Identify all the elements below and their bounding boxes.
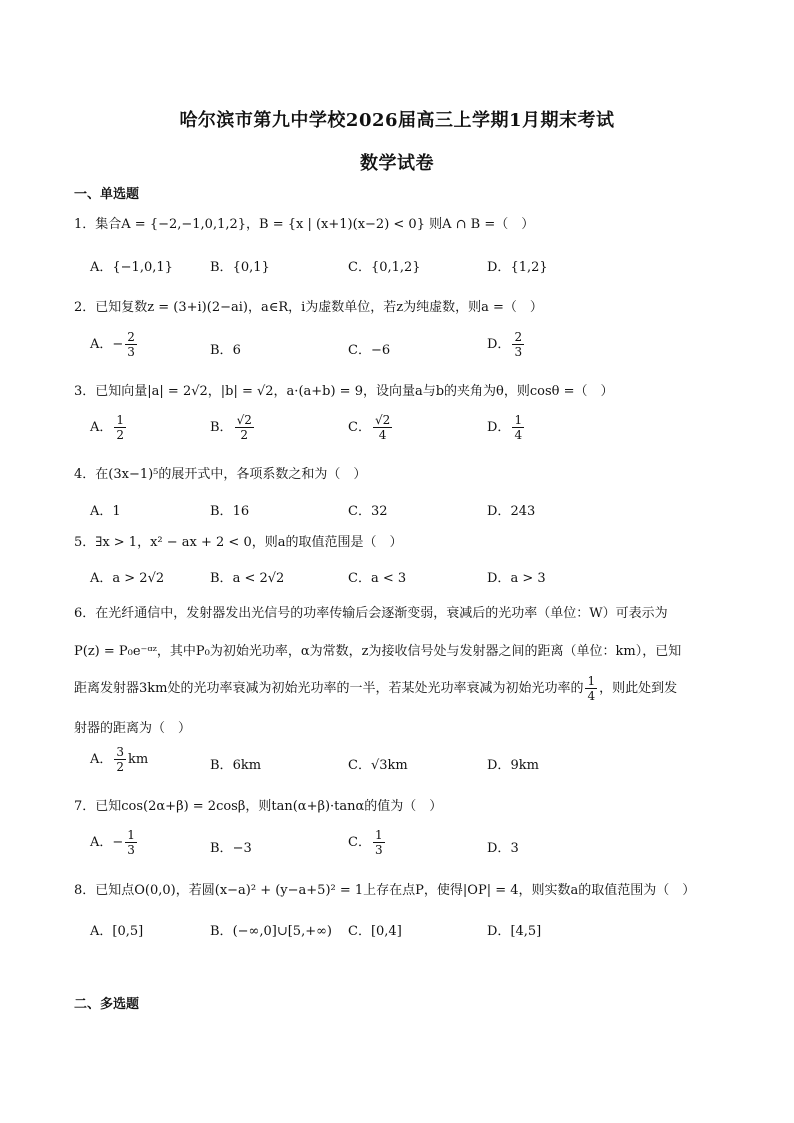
q5-option-c: C．a < 3: [348, 571, 407, 586]
question-4-stem: 4．在(3x−1)⁵的展开式中，各项系数之和为（ ）: [74, 467, 367, 482]
section-single-choice: 一、单选题: [74, 187, 140, 202]
q1-option-a: A．{−1,0,1}: [90, 260, 173, 275]
q3-option-a: A． $\frac{1}{2}$: [90, 413, 125, 442]
q1-option-d: D．{1,2}: [487, 260, 548, 275]
fraction: $\frac{2}{3}$: [514, 330, 523, 359]
q5-option-a: A．a > 2√2: [90, 571, 165, 586]
question-7-stem: 7．已知cos(2α+β) = 2cosβ，则tan(α+β)·tanα的值为（ ）: [74, 799, 443, 814]
q7-option-b: B．−3: [210, 841, 252, 856]
q8-option-c: C．[0,4]: [348, 924, 402, 939]
q1-option-b: B．{0,1}: [210, 260, 270, 275]
question-5-stem: 5．∃x > 1，x² − ax + 2 < 0，则a的取值范围是（ ）: [74, 535, 403, 550]
q4-option-a: A．1: [90, 504, 121, 519]
q4-option-d: D．243: [487, 504, 536, 519]
q7-option-a: A．− $\frac{1}{3}$: [90, 828, 135, 857]
q7-option-d: D．3: [487, 841, 519, 856]
fraction: $\frac{1}{2}$: [116, 413, 125, 442]
question-8-stem: 8．已知点O(0,0)，若圆(x−a)² + (y−a+5)² = 1上存在点P，使得|OP| = 4，则实数a的取值范围为（ ）: [74, 883, 696, 898]
fraction: $\frac{1}{3}$: [374, 828, 383, 857]
q2-option-a: A．− $\frac{2}{3}$: [90, 330, 135, 359]
fraction: $\frac{√2}{2}$: [236, 413, 252, 442]
q5-option-b: B．a < 2√2: [210, 571, 285, 586]
question-1-stem: 1．集合A = {−2,−1,0,1,2}，B = {x | (x+1)(x−2) < 0} 则A ∩ B =（ ）: [74, 217, 535, 232]
exam-subtitle: 数学试卷: [360, 153, 434, 174]
q1-option-c: C．{0,1,2}: [348, 260, 421, 275]
exam-title: 哈尔滨市第九中学校2026届高三上学期1月期末考试: [179, 110, 615, 131]
q4-option-c: C．32: [348, 504, 388, 519]
question-6-line-1: 6．在光纤通信中，发射器发出光信号的功率传输后会逐渐变弱，衰减后的光功率（单位：W）可表示为: [74, 606, 668, 621]
fraction: $\frac{√2}{4}$: [374, 413, 391, 442]
fraction: $\frac{1}{4}$: [587, 674, 596, 703]
q6-option-a: A． $\frac{3}{2}$ km: [90, 745, 149, 774]
q5-option-d: D．a > 3: [487, 571, 546, 586]
question-6-line-3: 距离发射器3km处的光功率衰减为初始光功率的一半，若某处光功率衰减为初始光功率的 $\frac{1}{4}$ ，则此处到发: [74, 674, 678, 703]
q7-option-c: C． $\frac{1}{3}$: [348, 828, 383, 857]
q6-option-d: D．9km: [487, 758, 539, 773]
q6-option-c: C．√3km: [348, 758, 408, 773]
fraction: $\frac{1}{4}$: [514, 413, 523, 442]
question-3-stem: 3．已知向量|a| = 2√2，|b| = √2，a·(a+b) = 9，设向量a与b的夹角为θ，则cosθ =（ ）: [74, 384, 614, 399]
q3-option-c: C． $\frac{√2}{4}$: [348, 413, 391, 442]
section-multiple-choice: 二、多选题: [74, 997, 140, 1012]
question-6-line-4: 射器的距离为（ ）: [74, 721, 192, 736]
q8-option-a: A．[0,5]: [90, 924, 144, 939]
q6-option-b: B．6km: [210, 758, 262, 773]
q2-option-d: D． $\frac{2}{3}$: [487, 330, 523, 359]
question-6-line-2: P(z) = P₀e⁻ᵅᶻ，其中P₀为初始光功率，α为常数，z为接收信号处与发射器之间的距离（单位：km），已知: [74, 644, 682, 659]
q3-option-d: D． $\frac{1}{4}$: [487, 413, 523, 442]
q2-option-c: C．−6: [348, 343, 391, 358]
question-2-stem: 2．已知复数z = (3+i)(2−ai)，a∈R，i为虚数单位，若z为纯虚数，则a =（ ）: [74, 300, 543, 315]
q4-option-b: B．16: [210, 504, 250, 519]
fraction: $\frac{2}{3}$: [127, 330, 135, 359]
q8-option-d: D．[4,5]: [487, 924, 542, 939]
fraction: $\frac{1}{3}$: [127, 828, 135, 857]
fraction: $\frac{3}{2}$: [116, 745, 125, 774]
q3-option-b: B． $\frac{√2}{2}$: [210, 413, 252, 442]
q8-option-b: B．(−∞,0]∪[5,+∞): [210, 924, 332, 939]
q2-option-b: B．6: [210, 343, 241, 358]
